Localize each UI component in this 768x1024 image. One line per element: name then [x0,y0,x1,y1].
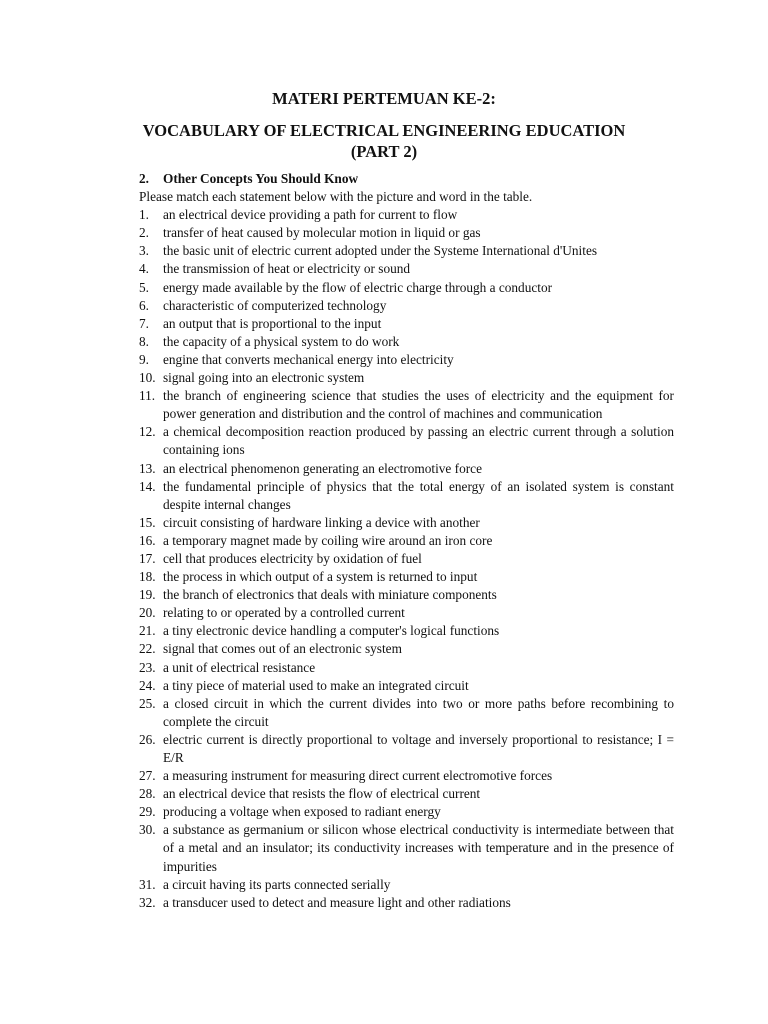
list-item-text: a tiny piece of material used to make an integrated circuit [163,677,469,693]
list-item [139,333,674,351]
list-item-number: 12. [139,424,156,440]
list-item-text: a unit of electrical resistance [163,659,316,675]
section-heading-text: Other Concepts You Should Know [163,171,359,186]
list-item-text: signal going into an electronic system [163,370,365,386]
document-title: MATERI PERTEMUAN KE-2: [272,89,496,108]
list-item-number: 1. [139,207,149,223]
list-item-text: signal that comes out of an electronic system [163,641,402,657]
list-item-number: 30. [139,822,156,838]
list-item [139,297,674,315]
list-item [139,767,674,785]
list-item-text: relating to or operated by a controlled current [163,605,405,621]
list-item [139,423,674,459]
list-item [139,568,674,586]
list-item [139,677,674,695]
list-item-number: 26. [139,731,156,747]
list-item [139,369,674,387]
list-item-number: 18. [139,569,156,585]
list-item-text: a substance as germanium or silicon whose electrical conductivity is intermediate between that of a metal and an insulator; its conductivity increases with temperature and in the presence of impurities [163,822,674,874]
list-item-number: 6. [139,297,149,313]
list-item-text: the process in which output of a system is returned to input [163,569,478,585]
list-item-number: 9. [139,351,149,367]
list-item-text: energy made available by the flow of electric charge through a conductor [163,279,553,295]
list-item-number: 20. [139,605,156,621]
list-item-text: cell that produces electricity by oxidation of fuel [163,550,422,566]
list-item-number: 24. [139,677,156,693]
list-item-number: 23. [139,659,156,675]
list-item-text: an output that is proportional to the input [163,315,382,331]
list-item-text: an electrical phenomenon generating an electromotive force [163,460,482,476]
list-item-text: the basic unit of electric current adopted under the Systeme International d'Unites [163,243,598,259]
list-item [139,550,674,568]
list-item-number: 22. [139,641,156,657]
list-item-number: 10. [139,370,156,386]
list-item [139,279,674,297]
list-item-text: a chemical decomposition reaction produced by passing an electric current through a solution containing ions [163,424,674,458]
list-item-text: a circuit having its parts connected serially [163,876,391,892]
list-item [139,586,674,604]
list-item-text: a transducer used to detect and measure light and other radiations [163,894,511,910]
list-item [139,659,674,677]
list-item-text: the capacity of a physical system to do work [163,333,400,349]
list-item-number: 5. [139,279,149,295]
list-item-number: 4. [139,261,149,277]
list-item-number: 8. [139,333,149,349]
list-item-text: a measuring instrument for measuring direct current electromotive forces [163,768,553,784]
list-item-number: 32. [139,894,156,910]
list-item-text: an electrical device that resists the flow of electrical current [163,786,481,802]
list-item [139,460,674,478]
list-item [139,785,674,803]
list-item-text: characteristic of computerized technology [163,297,387,313]
list-item [139,640,674,658]
list-item-number: 29. [139,804,156,820]
list-item-text: a closed circuit in which the current divides into two or more paths before recombining to complete the circuit [163,695,674,729]
list-item-number: 2. [139,225,149,241]
section-heading [139,170,674,188]
list-item [139,351,674,369]
list-item-text: the branch of engineering science that studies the uses of electricity and the equipment for power generation and distribution and the control of machines and communication [163,388,674,422]
list-item [139,206,674,224]
list-item [139,604,674,622]
list-item [139,315,674,333]
document-subtitle-line-1: VOCABULARY OF ELECTRICAL ENGINEERING EDUCATION [142,121,626,140]
list-item [139,803,674,821]
list-item-number: 13. [139,460,156,476]
list-item [139,695,674,731]
list-item-text: an electrical device providing a path for current to flow [163,207,458,223]
section-number: 2. [139,171,149,186]
document-body [139,170,674,912]
list-item-text: a temporary magnet made by coiling wire around an iron core [163,532,493,548]
list-item [139,821,674,875]
list-item-number: 7. [139,315,149,331]
document-subtitle-line-2: (PART 2) [350,142,418,161]
list-item [139,478,674,514]
list-item-number: 28. [139,786,156,802]
list-item-number: 15. [139,514,156,530]
list-item-text: transfer of heat caused by molecular motion in liquid or gas [163,225,481,241]
list-item-number: 31. [139,876,156,892]
list-item [139,532,674,550]
list-item-text: the branch of electronics that deals with miniature components [163,587,497,603]
list-item-number: 14. [139,478,156,494]
list-item-number: 27. [139,768,156,784]
list-item-text: a tiny electronic device handling a computer's logical functions [163,623,500,639]
instruction-text: Please match each statement below with the picture and word in the table. [139,189,533,205]
list-item [139,387,674,423]
list-item [139,242,674,260]
list-item-text: circuit consisting of hardware linking a device with another [163,514,480,530]
list-item-number: 3. [139,243,149,259]
list-item-number: 16. [139,532,156,548]
list-item-number: 19. [139,587,156,603]
list-item-text: electric current is directly proportional to voltage and inversely proportional to resistance; I = E/R [163,731,674,765]
statement-list [139,206,674,912]
list-item [139,224,674,242]
list-item-number: 17. [139,550,156,566]
list-item-number: 21. [139,623,156,639]
list-item [139,260,674,278]
list-item-number: 11. [139,388,156,404]
list-item [139,514,674,532]
list-item [139,731,674,767]
list-item-number: 25. [139,695,156,711]
list-item [139,622,674,640]
list-item-text: engine that converts mechanical energy into electricity [163,351,454,367]
list-item-text: the transmission of heat or electricity or sound [163,261,411,277]
list-item-text: the fundamental principle of physics that the total energy of an isolated system is constant despite internal changes [163,478,674,512]
list-item [139,894,674,912]
list-item [139,876,674,894]
list-item-text: producing a voltage when exposed to radiant energy [163,804,441,820]
